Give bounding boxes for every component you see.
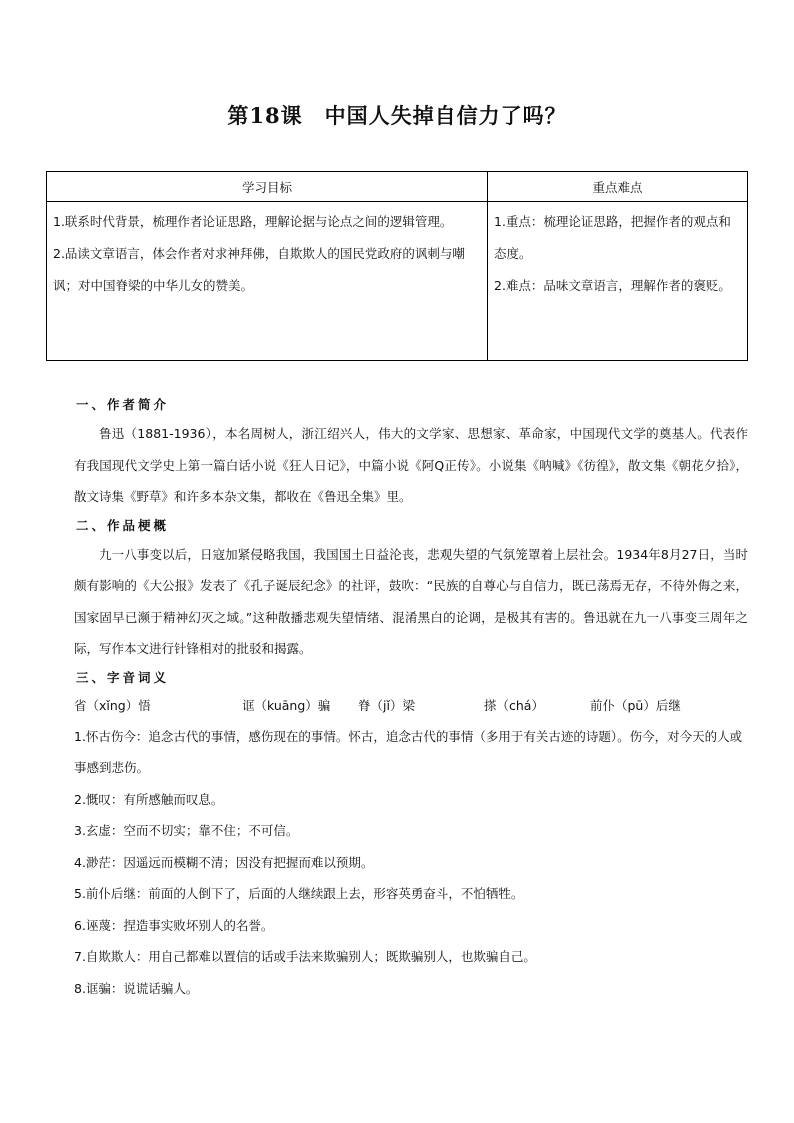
gloss-item: 5.前仆后继：前面的人倒下了，后面的人继续跟上去，形容英勇奋斗，不怕牺牲。 bbox=[74, 886, 524, 901]
gloss-item: 3.玄虚：空而不切实；靠不住；不可信。 bbox=[74, 823, 299, 838]
pinyin-item: 前仆（pū）后继 bbox=[590, 697, 681, 713]
gloss-item: 7.自欺欺人：用自己都难以置信的话或手法来欺骗别人；既欺骗别人，也欺骗自己。 bbox=[74, 949, 536, 964]
gloss-item: 4.渺茫：因遥远而模糊不清；因没有把握而难以预期。 bbox=[74, 854, 374, 870]
pinyin-item: 脊（jǐ）梁 bbox=[358, 697, 415, 713]
author-heading: 一、作者简介 bbox=[76, 397, 170, 412]
goals-table-body-row bbox=[47, 202, 748, 361]
key-point-item-1: 1.重点：梳理论证思路，把握作者的观点和态度。 bbox=[494, 214, 731, 261]
vocab-heading: 三、字音词义 bbox=[76, 669, 170, 685]
pinyin-item: 省（xǐng）悟 bbox=[74, 697, 151, 713]
gloss-item: 6.诬蔑：捏造事实败坏别人的名誉。 bbox=[74, 917, 274, 933]
gloss-item: 2.慨叹：有所感触而叹息。 bbox=[74, 791, 224, 807]
goals-header: 学习目标 bbox=[47, 172, 488, 202]
pinyin-item: 诓（kuāng）骗 bbox=[242, 697, 331, 713]
work-heading: 二、作品梗概 bbox=[76, 517, 170, 533]
key-point-item-2: 2.难点：品味文章语言，理解作者的褒贬。 bbox=[494, 278, 731, 293]
goals-table-header-row bbox=[47, 172, 748, 202]
gloss-item: 8.诓骗：说谎话骗人。 bbox=[74, 980, 199, 996]
gloss-item: 1.怀古伤今：追念古代的事情，感伤现在的事情。怀古，追念古代的事情（多用于有关古迹的诗题）。伤今，对今天的人或事感到悲伤。 bbox=[74, 728, 743, 775]
key-points-header: 重点难点 bbox=[488, 172, 748, 202]
goals-cell bbox=[47, 202, 488, 361]
key-points-cell bbox=[488, 202, 748, 361]
author-paragraph: 鲁迅（1881-1936），本名周树人，浙江绍兴人，伟大的文学家、思想家、革命家，中国现代文学的奠基人。代表作有我国现代文学史上第一篇白话小说《狂人日记》，中篇小说《阿Q正传》。小说集《呐喊》《彷徨》，散文集《朝花夕拾》，散文诗集《野草》和许多本杂文集，都收在《鲁迅全集》里。 bbox=[74, 426, 748, 504]
lesson-title: 第18课 中国人失掉自信力了吗？ bbox=[227, 103, 567, 128]
goal-item-1: 1.联系时代背景，梳理作者论证思路，理解论据与论点之间的逻辑管理。 bbox=[53, 214, 453, 229]
pinyin-item: 搽（chá） bbox=[484, 697, 544, 713]
work-paragraph: 九一八事变以后，日寇加紧侵略我国，我国国土日益沦丧，悲观失望的气氛笼罩着上层社会。1934年8月27日，当时颇有影响的《大公报》发表了《孔子诞辰纪念》的社评，鼓吹：“民族的自尊心与自信力，既已荡焉无存，不待外侮之来，国家固早已濒于精神幻灭之域。”这种散播悲观失望情绪、混淆黑白的论调，是极其有害的。鲁迅就在九一八事变三周年之际，写作本文进行针锋相对的批驳和揭露。 bbox=[74, 546, 748, 656]
goals-table bbox=[46, 171, 748, 361]
goal-item-2: 2.品读文章语言，体会作者对求神拜佛，自欺欺人的国民党政府的讽刺与嘲讽；对中国脊梁的中华儿女的赞美。 bbox=[53, 246, 465, 293]
pinyin-row bbox=[74, 691, 748, 721]
document-body bbox=[74, 392, 748, 1004]
